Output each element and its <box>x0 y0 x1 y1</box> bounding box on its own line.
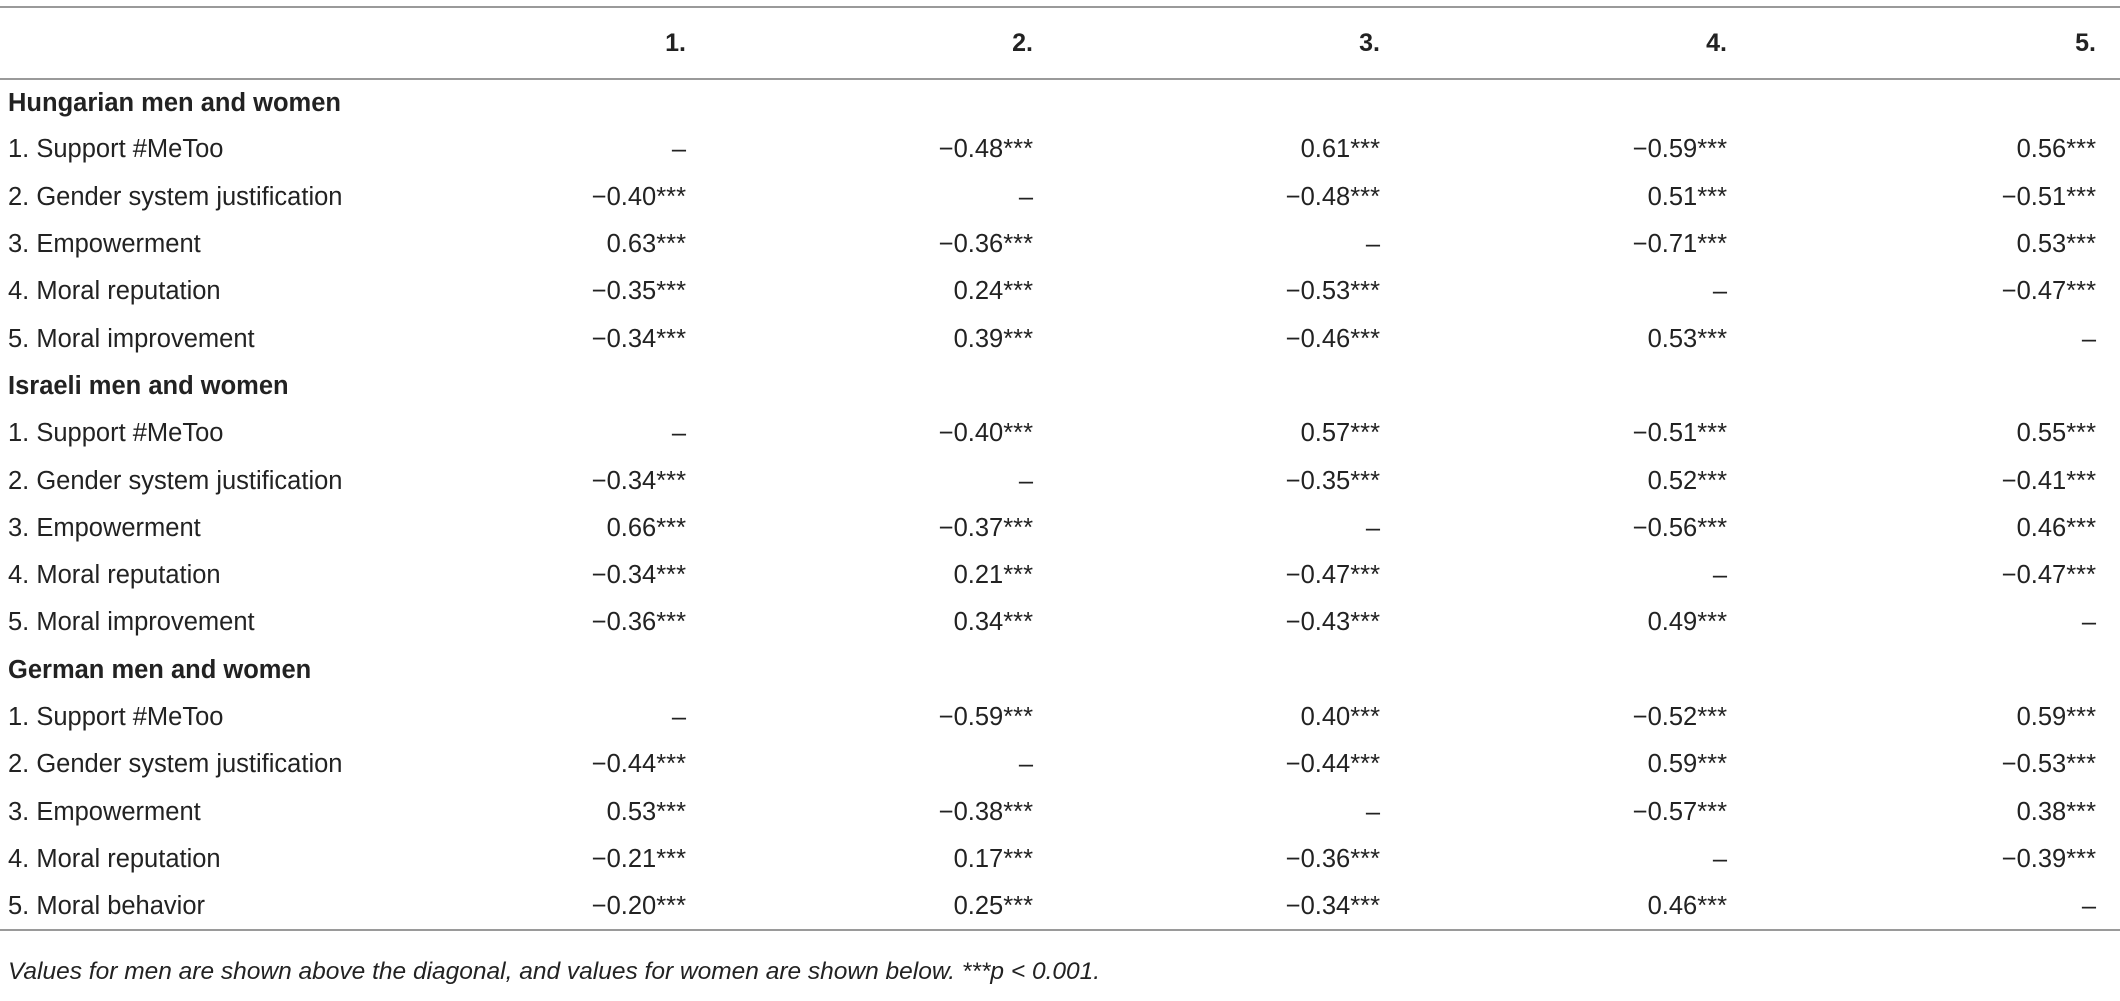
correlation-cell: 0.57*** <box>1300 419 1380 448</box>
correlation-cell: 0.56*** <box>2016 135 2096 164</box>
column-header: 3. <box>1057 7 1404 79</box>
correlation-cell: 0.59*** <box>2016 703 2096 731</box>
column-header: 1. <box>560 7 710 79</box>
table-row <box>0 174 2120 221</box>
correlation-cell: −0.51*** <box>2001 182 2096 211</box>
section-header-row <box>0 363 2120 410</box>
row-label: 3. Empowerment <box>8 230 201 259</box>
correlation-cell: −0.53*** <box>1285 277 1380 306</box>
correlation-cell: −0.47*** <box>2001 277 2096 306</box>
correlation-cell: −0.38*** <box>938 797 1033 826</box>
correlation-cell: −0.40*** <box>938 419 1033 448</box>
correlation-cell: −0.46*** <box>1285 324 1380 353</box>
correlation-cell: −0.35*** <box>591 277 686 306</box>
row-label: 4. Moral reputation <box>8 844 221 873</box>
correlation-cell: −0.71*** <box>1632 230 1727 259</box>
correlation-cell: −0.59*** <box>938 703 1033 731</box>
correlation-cell: −0.48*** <box>1285 182 1380 211</box>
row-label: 5. Moral improvement <box>8 608 255 637</box>
correlation-cell: −0.53*** <box>2001 750 2096 779</box>
row-label: 1. Support #MeToo <box>8 703 224 731</box>
row-label: 3. Empowerment <box>8 513 201 542</box>
table-row <box>0 836 2120 883</box>
correlation-cell: 0.21*** <box>953 561 1033 590</box>
correlation-cell: 0.53*** <box>2016 230 2096 259</box>
correlation-cell: – <box>1365 230 1380 259</box>
column-header: 5. <box>1751 7 2120 79</box>
correlation-cell: −0.34*** <box>591 324 686 353</box>
table-row <box>0 126 2120 173</box>
table-row <box>0 221 2120 268</box>
correlation-cell: −0.57*** <box>1632 797 1727 826</box>
correlation-cell: 0.66*** <box>606 513 686 542</box>
correlation-cell: 0.24*** <box>953 277 1033 306</box>
correlation-cell: −0.39*** <box>2001 844 2096 873</box>
correlation-cell: −0.56*** <box>1632 513 1727 542</box>
header-row <box>0 7 2120 79</box>
correlation-cell: −0.40*** <box>591 182 686 211</box>
correlation-cell: 0.61*** <box>1300 135 1380 164</box>
correlation-cell: 0.40*** <box>1300 703 1380 731</box>
table-body <box>0 79 2120 930</box>
correlation-cell: −0.36*** <box>1285 844 1380 873</box>
correlation-cell: 0.46*** <box>2016 513 2096 542</box>
column-header: 4. <box>1404 7 1751 79</box>
row-label: 2. Gender system justification <box>8 466 343 495</box>
correlation-cell: −0.51*** <box>1632 419 1727 448</box>
correlation-cell: 0.53*** <box>1647 324 1727 353</box>
correlation-cell: – <box>671 703 686 731</box>
table-row <box>0 505 2120 552</box>
table-row <box>0 694 2120 741</box>
table-row <box>0 883 2120 930</box>
correlation-cell: – <box>1712 561 1727 590</box>
correlation-cell: −0.36*** <box>938 230 1033 259</box>
row-label: 2. Gender system justification <box>8 750 343 779</box>
table-row <box>0 410 2120 457</box>
correlation-cell: −0.36*** <box>591 608 686 637</box>
row-label: 1. Support #MeToo <box>8 419 224 448</box>
correlation-cell: −0.41*** <box>2001 466 2096 495</box>
table-row <box>0 788 2120 835</box>
row-label: 4. Moral reputation <box>8 561 221 590</box>
correlation-cell: – <box>671 419 686 448</box>
correlation-cell: −0.37*** <box>938 513 1033 542</box>
table-row <box>0 268 2120 315</box>
section-header-row <box>0 79 2120 126</box>
row-label: 2. Gender system justification <box>8 182 343 211</box>
correlation-cell: −0.52*** <box>1632 703 1727 731</box>
correlation-cell: 0.53*** <box>606 797 686 826</box>
correlation-cell: 0.52*** <box>1647 466 1727 495</box>
correlation-cell: 0.55*** <box>2016 419 2096 448</box>
correlation-cell: −0.48*** <box>938 135 1033 164</box>
correlation-cell: −0.34*** <box>1057 883 1404 930</box>
correlation-cell: – <box>2081 324 2096 353</box>
correlation-cell: −0.44*** <box>591 750 686 779</box>
correlation-cell: −0.21*** <box>591 844 686 873</box>
section-title: Hungarian men and women <box>8 88 341 117</box>
correlation-cell: −0.35*** <box>1285 466 1380 495</box>
correlation-cell: −0.34*** <box>591 561 686 590</box>
row-label: 5. Moral behavior <box>0 883 560 930</box>
header-corner <box>0 7 560 79</box>
table-row <box>0 315 2120 362</box>
correlation-cell: – <box>1712 844 1727 873</box>
correlation-cell: 0.39*** <box>953 324 1033 353</box>
correlation-cell: −0.34*** <box>591 466 686 495</box>
correlation-cell: – <box>1365 797 1380 826</box>
section-title: German men and women <box>8 655 312 684</box>
row-label: 4. Moral reputation <box>8 277 221 306</box>
correlation-table <box>0 6 2120 931</box>
correlation-cell: – <box>671 135 686 164</box>
correlation-cell: 0.59*** <box>1647 750 1727 779</box>
column-header: 2. <box>710 7 1057 79</box>
correlation-cell: −0.44*** <box>1285 750 1380 779</box>
correlation-cell: 0.49*** <box>1647 608 1727 637</box>
correlation-cell: – <box>1712 277 1727 306</box>
correlation-cell: 0.51*** <box>1647 182 1727 211</box>
correlation-cell: −0.47*** <box>1285 561 1380 590</box>
correlation-cell: – <box>1018 466 1033 495</box>
correlation-cell: – <box>1751 883 2120 930</box>
section-title: Israeli men and women <box>8 371 289 400</box>
correlation-cell: −0.43*** <box>1285 608 1380 637</box>
correlation-cell: – <box>1365 513 1380 542</box>
correlation-cell: 0.25*** <box>710 883 1057 930</box>
correlation-cell: – <box>1018 750 1033 779</box>
table-row <box>0 741 2120 788</box>
row-label: 3. Empowerment <box>8 797 201 826</box>
correlation-cell: 0.34*** <box>953 608 1033 637</box>
correlation-cell: 0.63*** <box>606 230 686 259</box>
table-row <box>0 552 2120 599</box>
correlation-cell: −0.20*** <box>560 883 710 930</box>
correlation-cell: 0.38*** <box>2016 797 2096 826</box>
table-row <box>0 457 2120 504</box>
correlation-cell: – <box>1018 182 1033 211</box>
correlation-cell: −0.47*** <box>2001 561 2096 590</box>
correlation-cell: 0.46*** <box>1404 883 1751 930</box>
correlation-cell: – <box>2081 608 2096 637</box>
table-row <box>0 599 2120 646</box>
table-footnote: Values for men are shown above the diagonal, and values for women are shown below. ***p < 0.001. <box>8 958 1101 985</box>
correlation-cell: −0.59*** <box>1632 135 1727 164</box>
row-label: 1. Support #MeToo <box>8 135 224 164</box>
section-header-row <box>0 647 2120 694</box>
correlation-cell: 0.17*** <box>953 844 1033 873</box>
row-label: 5. Moral improvement <box>8 324 255 353</box>
